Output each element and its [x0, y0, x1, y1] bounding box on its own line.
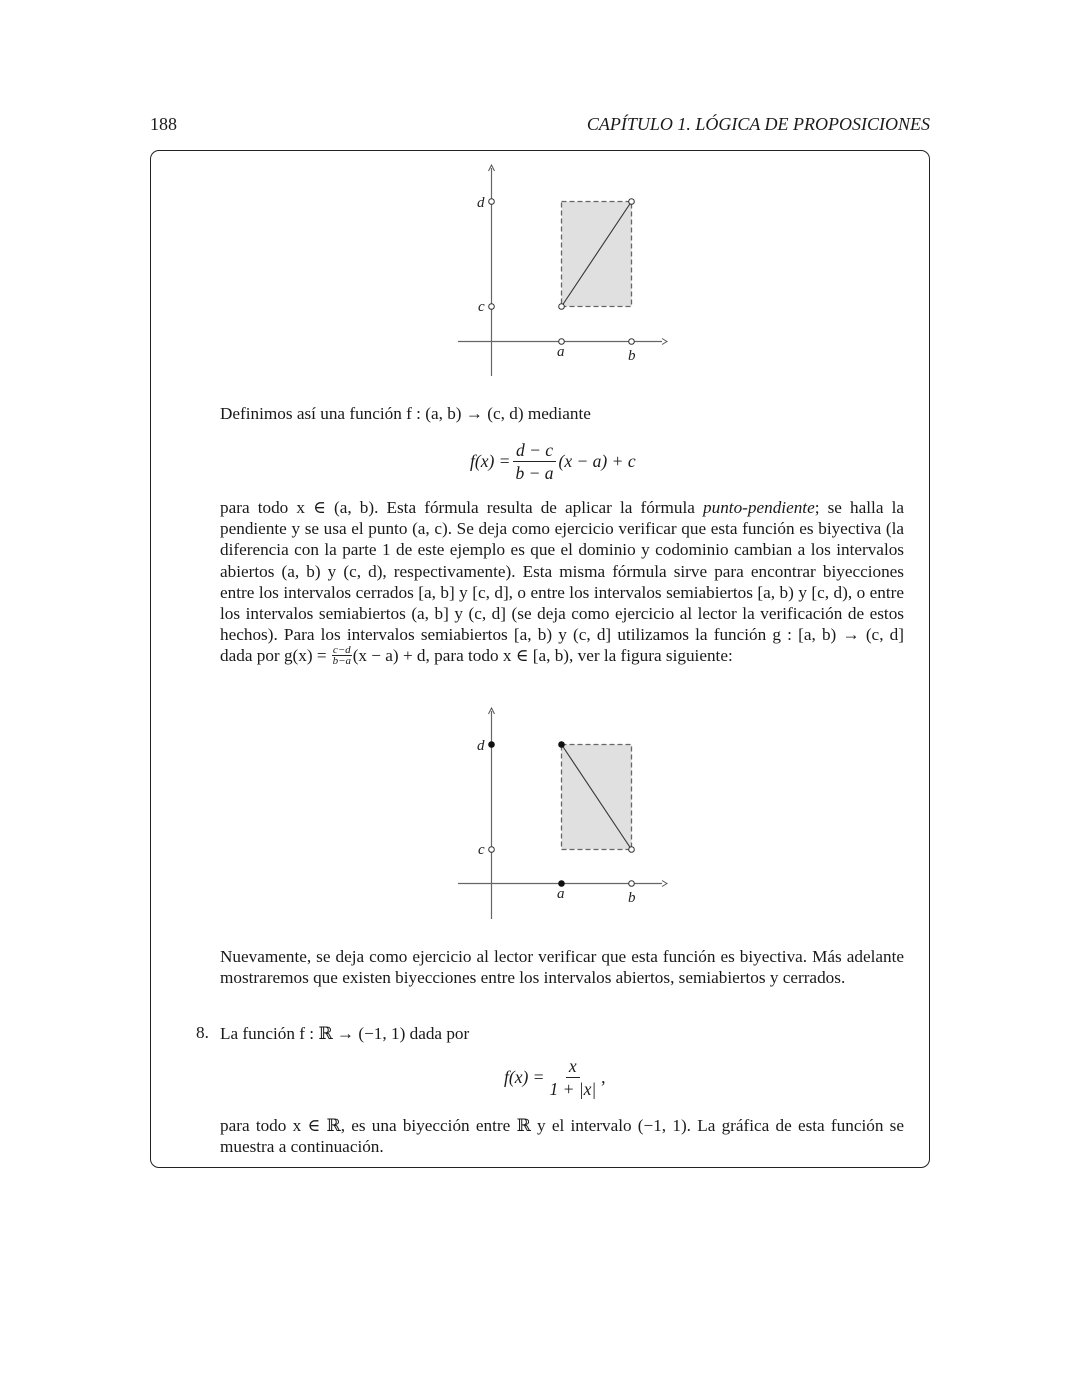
label-d: d	[477, 195, 485, 211]
equation-lhs: f(x) =	[504, 1067, 545, 1087]
item-number: 8.	[196, 1023, 209, 1042]
fraction-denominator: b − a	[515, 463, 554, 483]
paragraph-definition: Definimos así una función f : (a, b) → (c, d) mediante	[220, 404, 591, 423]
figure-1-svg	[450, 160, 680, 382]
figure-open-intervals	[450, 160, 680, 387]
equation-lhs: f(x) =	[470, 451, 511, 471]
running-head: CAPÍTULO 1. LÓGICA DE PROPOSICIONES	[586, 114, 930, 134]
segment-start-point	[559, 304, 565, 310]
label-a: a	[557, 886, 565, 902]
paragraph-conclusion: para todo x ∈ ℝ, es una biyección entre ℝ y el intervalo (−1, 1). La gráfica de esta función se muestra a continuación.	[220, 1116, 904, 1157]
inline-numerator: c−d	[332, 643, 351, 656]
label-c: c	[478, 842, 485, 858]
equation-fraction	[512, 440, 556, 483]
label-c: c	[478, 299, 485, 315]
segment-start-point	[559, 742, 565, 748]
equation-bijection	[504, 1056, 606, 1099]
emphasis-punto-pendiente: punto-pendiente	[703, 498, 815, 517]
label-a: a	[557, 344, 565, 360]
label-b: b	[628, 890, 636, 906]
paragraph-text: ; se halla la pendiente y se usa el punto (a, c). Se deja como ejercicio verificar que esta función es biyectiva (la diferencia con la parte 1 de este ejemplo es que el dominio y codominio cambian a los intervalos abiertos (a, b) y (c, d), respectivamente). Esta misma fórmula sirve para encontrar biyecciones entre los intervalos cerrados [a, b] y [c, d], o entre los intervalos semiabiertos [a, b) y [c, d), o entre los intervalos semiabiertos (a, b] y (c, d] (se deja como ejercicio al lector la verificación de estos hechos). Para los intervalos semiabiertos [a, b) y (c, d] utilizamos la función g : [a, b) → (c, d] dada por g(x) =	[220, 498, 904, 666]
label-b: b	[628, 348, 636, 364]
paragraph-remark: Nuevamente, se deja como ejercicio al lector verificar que esta función es biyectiva. Más adelante mostraremos que existen biyecciones entre los intervalos abiertos, semiabiertos y cerrados.	[220, 947, 904, 988]
x-axis-arrow-icon	[662, 881, 667, 887]
figure-half-open-intervals	[450, 703, 680, 930]
equation-rhs: (x − a) + c	[558, 451, 636, 471]
point-c	[489, 304, 495, 310]
point-d	[489, 199, 495, 205]
figure-2-svg	[450, 703, 680, 925]
segment-end-point	[629, 847, 635, 853]
equation-trailing-comma: ,	[601, 1067, 606, 1087]
inline-fraction	[332, 645, 352, 666]
paragraph-text: para todo x ∈ (a, b). Esta fórmula resulta de aplicar la fórmula	[220, 498, 704, 517]
point-b	[629, 881, 635, 887]
equation-fraction	[546, 1056, 599, 1099]
fraction-numerator: x	[566, 1056, 580, 1078]
page-number: 188	[150, 114, 177, 134]
paragraph-text: (x − a) + d, para todo x ∈ [a, b), ver la figura siguiente:	[352, 646, 733, 666]
point-c	[489, 847, 495, 853]
point-b	[629, 339, 635, 345]
page-header	[150, 114, 930, 140]
x-axis-arrow-icon	[662, 339, 667, 345]
item-8-text: La función f : ℝ → (−1, 1) dada por	[220, 1024, 470, 1043]
fraction-numerator: d − c	[513, 440, 556, 462]
label-d: d	[477, 738, 485, 754]
segment-end-point	[629, 199, 635, 205]
equation-f	[470, 440, 636, 483]
point-d	[489, 742, 495, 748]
fraction-denominator: 1 + |x|	[549, 1079, 597, 1099]
inline-denominator: b−a	[332, 654, 351, 667]
paragraph-explanation	[220, 497, 904, 668]
